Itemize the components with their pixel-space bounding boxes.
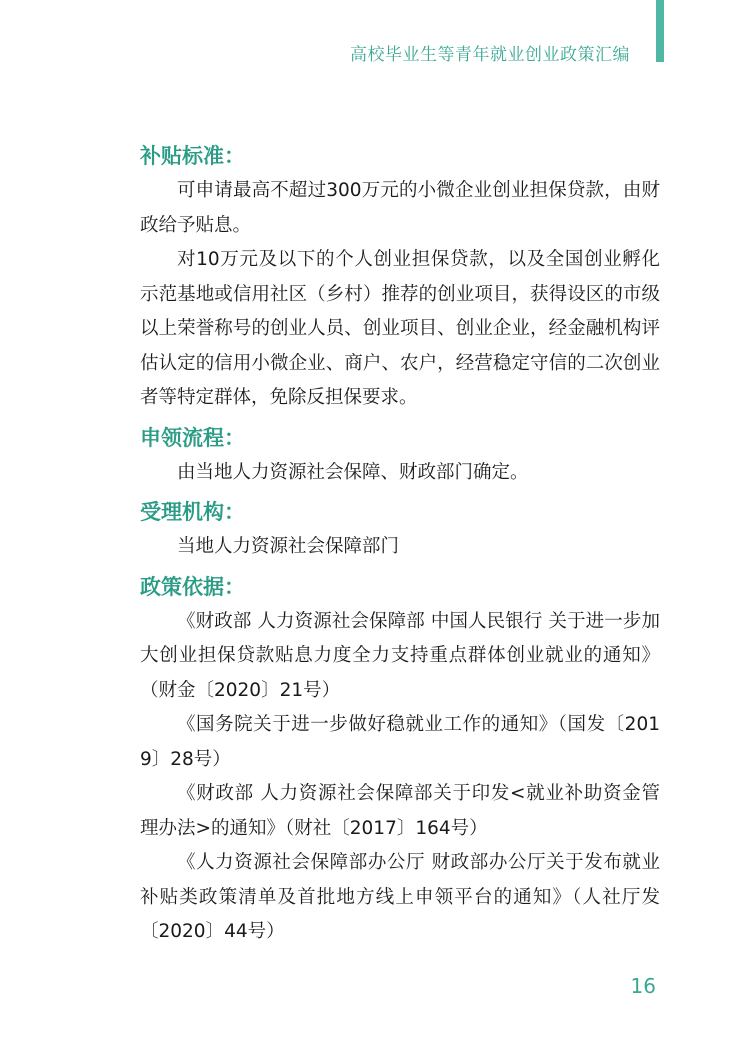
running-header-title: 高校毕业生等青年就业创业政策汇编: [350, 45, 630, 65]
process-paragraph-1: 由当地人力资源社会保障、财政部门确定。: [177, 461, 529, 483]
subsidy-paragraph-1: 可申请最高不超过300万元的小微企业创业担保贷款，由财政给予贴息。: [140, 180, 660, 236]
section-heading-process: 申领流程：: [140, 425, 245, 450]
section-heading-basis: 政策依据：: [140, 574, 245, 599]
basis-paragraph-2: 《国务院关于进一步做好稳就业工作的通知》（国发〔2019〕28号）: [140, 714, 660, 770]
agency-paragraph-1: 当地人力资源社会保障部门: [177, 536, 400, 557]
page-number: 16: [630, 974, 656, 998]
basis-paragraph-3: 《财政部 人力资源社会保障部关于印发<就业补助资金管理办法>的通知》（财社〔2017〕164号）: [140, 783, 660, 839]
subsidy-paragraph-2: 对10万元及以下的个人创业担保贷款，以及全国创业孵化示范基地或信用社区（乡村）推荐的创业项目，获得设区的市级以上荣誉称号的创业人员、创业项目、创业企业，经金融机构评估认定的信用小微企业、商户、农户，经营稳定守信的二次创业者等特定群体，免除反担保要求。: [140, 249, 660, 408]
section-heading-subsidy: 补贴标准：: [140, 144, 245, 168]
basis-paragraph-1: 《财政部 人力资源社会保障部 中国人民银行 关于进一步加大创业担保贷款贴息力度全力支持重点群体创业就业的通知》（财金〔2020〕21号）: [140, 610, 660, 701]
basis-paragraph-4: 《人力资源社会保障部办公厅 财政部办公厅关于发布就业补贴类政策清单及首批地方线上申领平台的通知》（人社厅发〔2020〕44号）: [140, 852, 660, 942]
section-heading-agency: 受理机构：: [140, 500, 245, 524]
page-content: [140, 138, 660, 950]
header-accent-bar: [656, 0, 664, 62]
